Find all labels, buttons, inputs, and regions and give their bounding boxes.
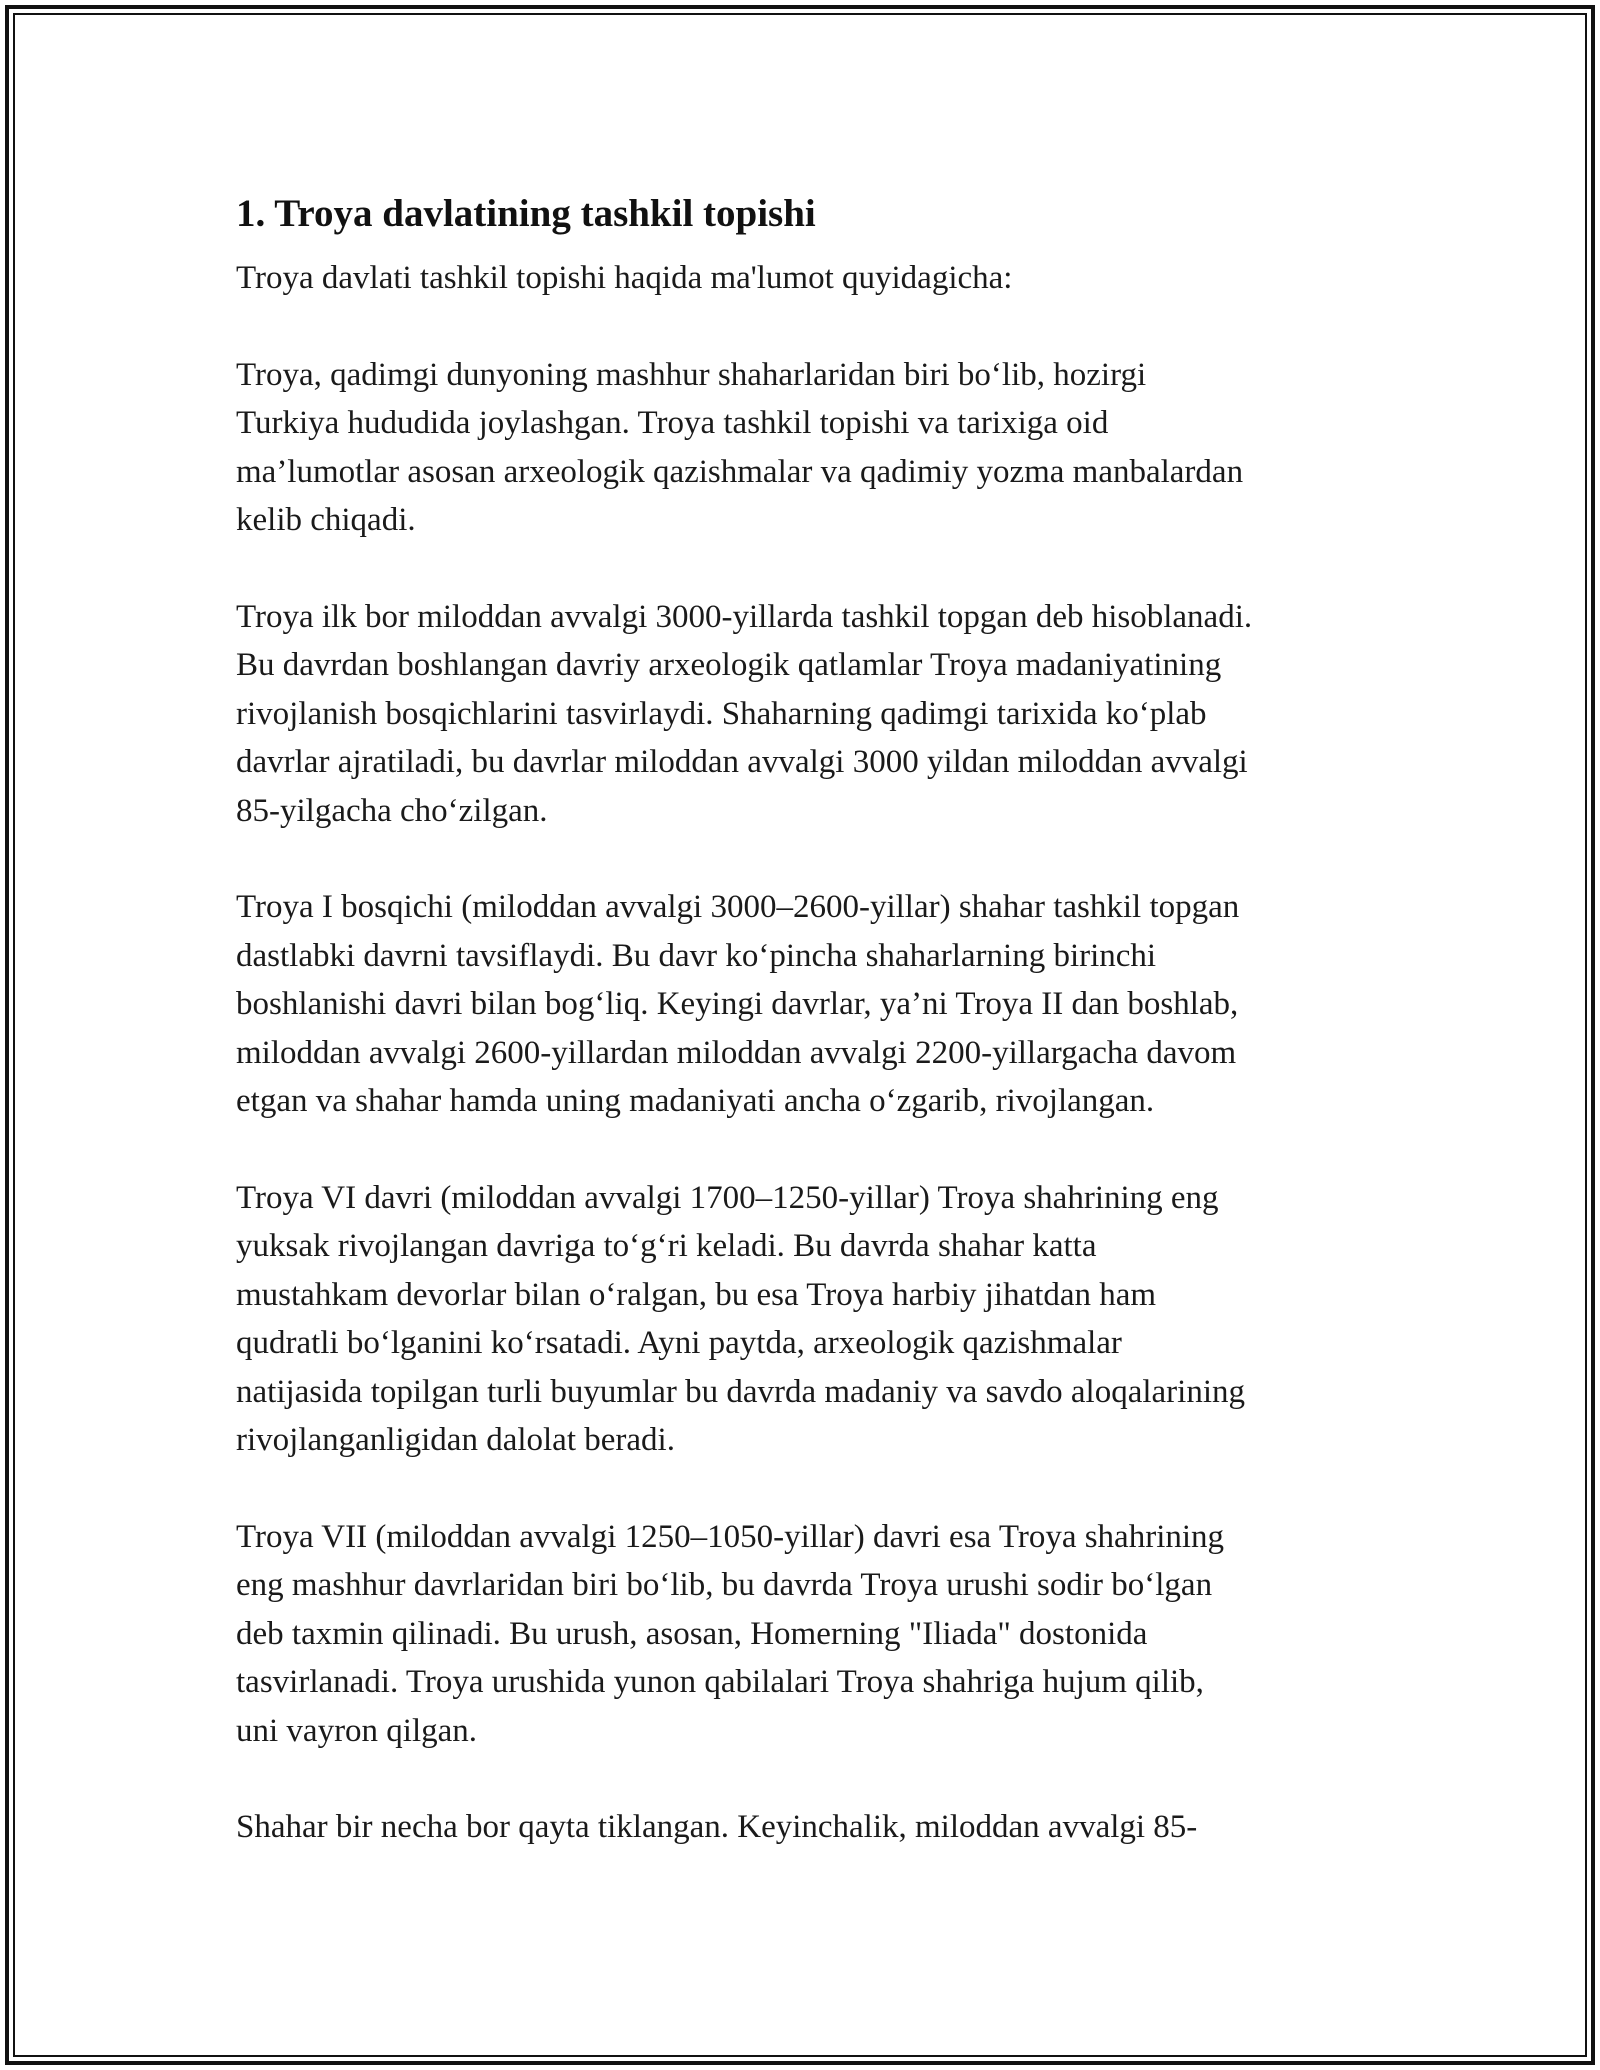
- paragraph-troy-vii: Troya VII (miloddan avvalgi 1250–1050-yillar) davri esa Troya shahrining eng mashhur davrlaridan biri bo‘lib, bu davrda Troya urushi sodir bo‘lgan deb taxmin qilinadi. Bu urush, asosan, Homerning "Iliada" dostonida tasvirlanadi. Troya urushida yunon qabilalari Troya shahriga hujum qilib, uni vayron qilgan.: [236, 1518, 1225, 1749]
- document-page: [236, 188, 1376, 1900]
- document-title: 1. Troya davlatining tashkil topishi: [236, 192, 816, 235]
- paragraph-founding: Troya ilk bor miloddan avvalgi 3000-yillarda tashkil topgan deb hisoblanadi. Bu davrdan boshlangan davriy arxeologik qatlamlar Troya madaniyatining rivojlanish bosqichlarini tasvirlaydi. Shaharning qadimgi tarixida ko‘plab davrlar ajratiladi, bu davrlar miloddan avvalgi 3000 yildan miloddan avvalgi 85-yilgacha cho‘zilgan.: [236, 598, 1253, 829]
- paragraph-troy-vi: Troya VI davri (miloddan avvalgi 1700–1250-yillar) Troya shahrining eng yuksak rivojlangan davriga to‘g‘ri keladi. Bu davrda shahar katta mustahkam devorlar bilan o‘ralgan, bu esa Troya harbiy jihatdan ham qudratli bo‘lganini ko‘rsatadi. Ayni paytda, arxeologik qazishmalar natijasida topilgan turli buyumlar bu davrda madaniy va savdo aloqalarining rivojlanganligidan dalolat beradi.: [236, 1179, 1245, 1458]
- paragraph-troy-i-ii: Troya I bosqichi (miloddan avvalgi 3000–2600-yillar) shahar tashkil topgan dastlabki davrni tavsiflaydi. Bu davr ko‘pincha shaharlarning birinchi boshlanishi davri bilan bog‘liq. Keyingi davrlar, ya’ni Troya II dan boshlab, miloddan avvalgi 2600-yillardan miloddan avvalgi 2200-yillargacha davom etgan va shahar hamda uning madaniyati ancha o‘zgarib, rivojlangan.: [236, 889, 1240, 1119]
- paragraph-location: Troya, qadimgi dunyoning mashhur shaharlaridan biri bo‘lib, hozirgi Turkiya hududida joylashgan. Troya tashkil topishi va tarixiga oid ma’lumotlar asosan arxeologik qazishmalar va qadimiy yozma manbalardan kelib chiqadi.: [236, 356, 1244, 538]
- intro-paragraph: Troya davlati tashkil topishi haqida ma'lumot quyidagicha:: [236, 260, 1013, 296]
- paragraph-rebuilding: Shahar bir necha bor qayta tiklangan. Keyinchalik, miloddan avvalgi 85-: [236, 1809, 1198, 1845]
